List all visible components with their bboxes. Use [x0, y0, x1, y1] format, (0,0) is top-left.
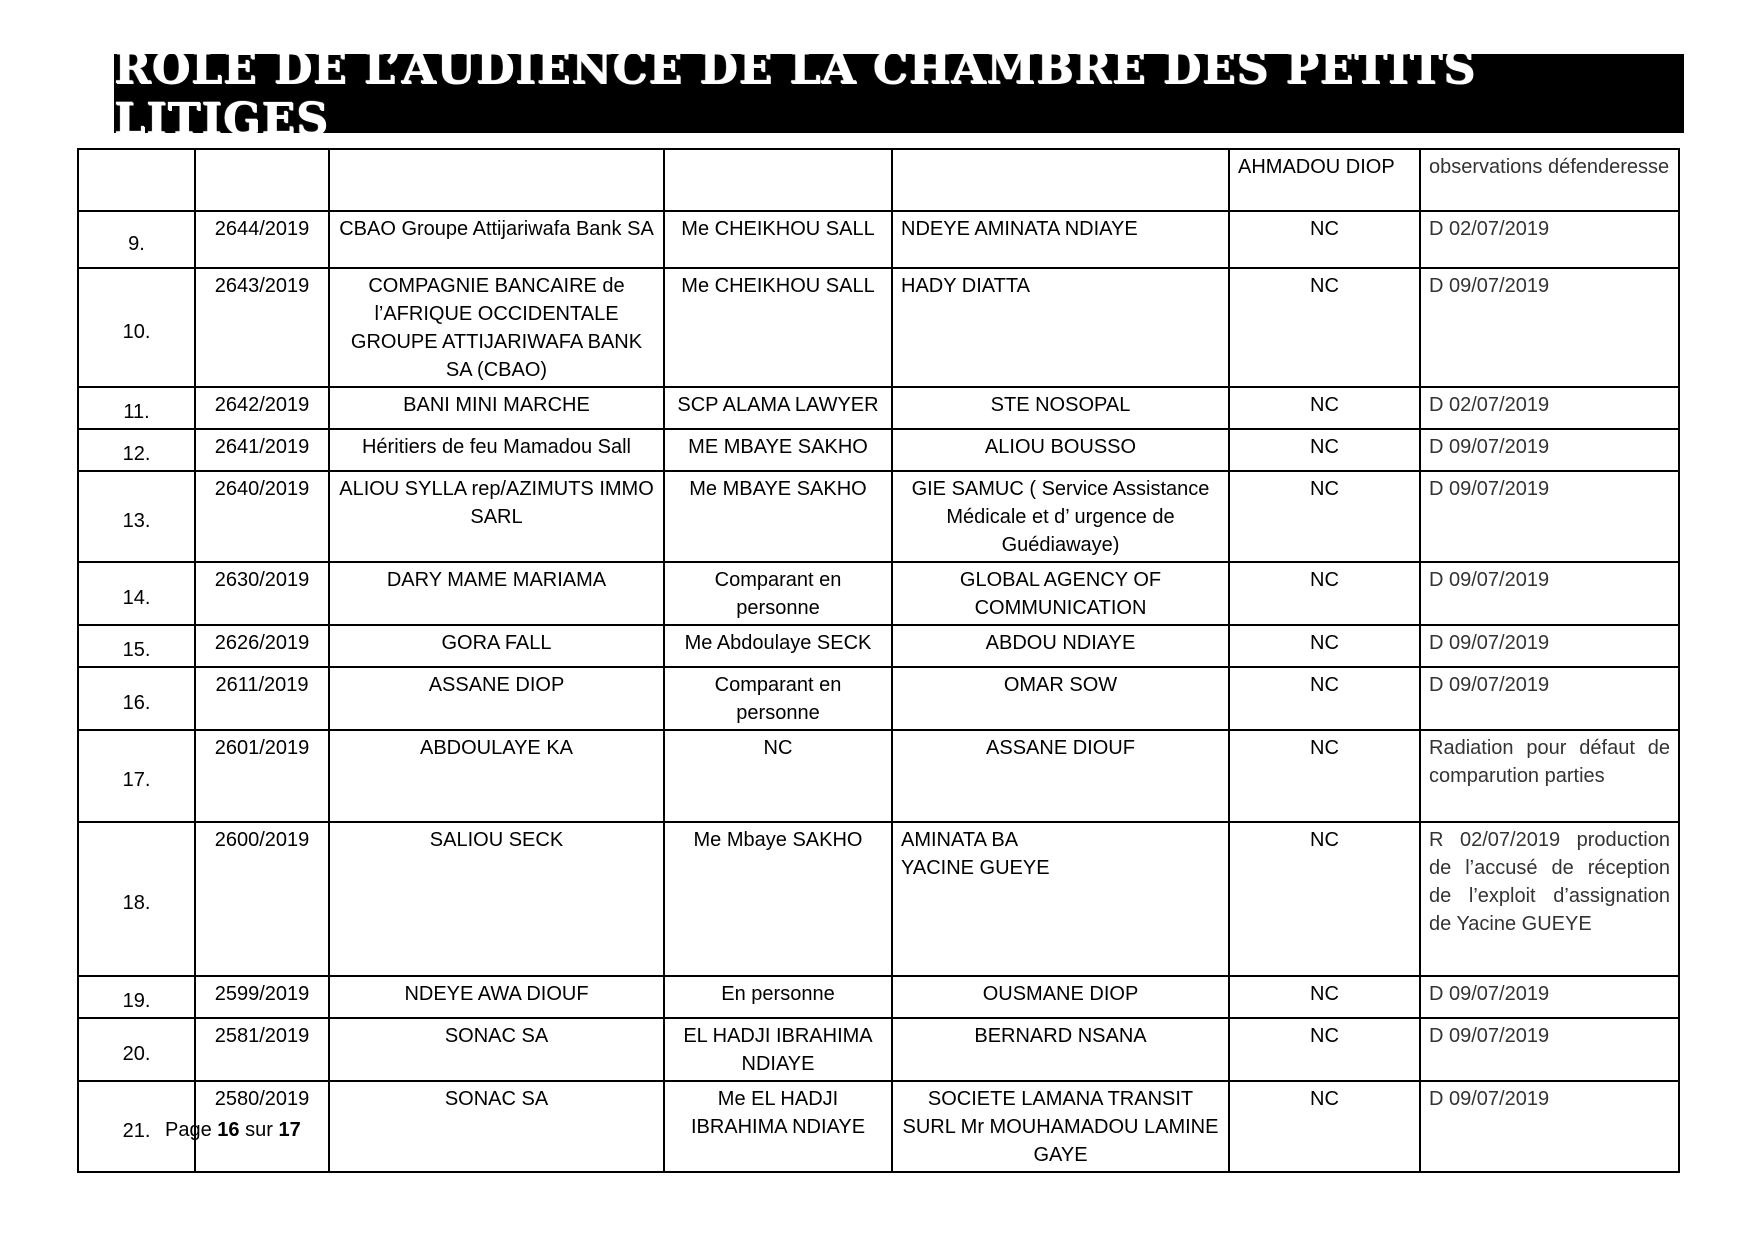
cell-plaintiff-counsel: Me CHEIKHOU SALL: [664, 268, 892, 387]
cell-ref: 2640/2019: [195, 471, 329, 562]
cell-plaintiff: ASSANE DIOP: [329, 667, 664, 730]
cell-decision: D 02/07/2019: [1420, 211, 1679, 268]
cell-plaintiff-counsel: Comparant en personne: [664, 562, 892, 625]
cell-defendant: [892, 149, 1229, 211]
footer-page-label: Page: [165, 1119, 212, 1141]
table-row: [78, 667, 1679, 730]
cell-plaintiff: DARY MAME MARIAMA: [329, 562, 664, 625]
cell-defendant-counsel: NC: [1229, 471, 1420, 562]
hearing-roll-table: [77, 148, 1680, 1173]
table-row: [78, 1081, 1679, 1172]
cell-defendant: BERNARD NSANA: [892, 1018, 1229, 1081]
cell-plaintiff-counsel: Comparant en personne: [664, 667, 892, 730]
cell-num: 10.: [78, 268, 195, 387]
cell-decision: Radiation pour défaut de comparution parties: [1420, 730, 1679, 822]
cell-decision: D 02/07/2019: [1420, 387, 1679, 429]
cell-num: 18.: [78, 822, 195, 976]
cell-defendant-counsel: NC: [1229, 625, 1420, 667]
cell-defendant-counsel: NC: [1229, 1018, 1420, 1081]
cell-defendant: GLOBAL AGENCY OF COMMUNICATION: [892, 562, 1229, 625]
cell-plaintiff-counsel: NC: [664, 730, 892, 822]
cell-defendant-counsel: NC: [1229, 822, 1420, 976]
cell-defendant-counsel: NC: [1229, 976, 1420, 1018]
cell-plaintiff-counsel: En personne: [664, 976, 892, 1018]
table-row: [78, 268, 1679, 387]
cell-plaintiff: BANI MINI MARCHE: [329, 387, 664, 429]
cell-num: 11.: [78, 387, 195, 429]
table-row: [78, 562, 1679, 625]
cell-defendant-counsel: AHMADOU DIOP: [1229, 149, 1420, 211]
cell-ref: 2643/2019: [195, 268, 329, 387]
cell-num: 12.: [78, 429, 195, 471]
cell-decision: D 09/07/2019: [1420, 471, 1679, 562]
cell-defendant: OMAR SOW: [892, 667, 1229, 730]
cell-decision: D 09/07/2019: [1420, 1081, 1679, 1172]
cell-decision: D 09/07/2019: [1420, 429, 1679, 471]
footer-of-label: sur: [245, 1119, 273, 1141]
table-row-continued: [78, 149, 1679, 211]
table-row: [78, 730, 1679, 822]
cell-defendant: ALIOU BOUSSO: [892, 429, 1229, 471]
cell-ref: 2626/2019: [195, 625, 329, 667]
footer-page-total: 17: [278, 1119, 301, 1141]
cell-ref: 2580/2019: [195, 1081, 329, 1172]
cell-defendant: ASSANE DIOUF: [892, 730, 1229, 822]
cell-ref: 2642/2019: [195, 387, 329, 429]
table-row: [78, 387, 1679, 429]
cell-decision: D 09/07/2019: [1420, 625, 1679, 667]
cell-num: 16.: [78, 667, 195, 730]
cell-decision: D 09/07/2019: [1420, 268, 1679, 387]
cell-defendant-counsel: NC: [1229, 730, 1420, 822]
cell-plaintiff-counsel: Me EL HADJI IBRAHIMA NDIAYE: [664, 1081, 892, 1172]
cell-plaintiff: ALIOU SYLLA rep/AZIMUTS IMMO SARL: [329, 471, 664, 562]
cell-plaintiff-counsel: Me MBAYE SAKHO: [664, 471, 892, 562]
table-row: [78, 211, 1679, 268]
cell-ref: 2581/2019: [195, 1018, 329, 1081]
cell-num: [78, 149, 195, 211]
table-row: [78, 471, 1679, 562]
cell-defendant-counsel: NC: [1229, 1081, 1420, 1172]
cell-ref: [195, 149, 329, 211]
cell-num: 13.: [78, 471, 195, 562]
cell-num: 19.: [78, 976, 195, 1018]
cell-plaintiff: GORA FALL: [329, 625, 664, 667]
cell-defendant-counsel: NC: [1229, 562, 1420, 625]
cell-decision: R 02/07/2019 production de l’accusé de réception de l’exploit d’assignation de Yacine GUEYE: [1420, 822, 1679, 976]
cell-defendant-counsel: NC: [1229, 387, 1420, 429]
cell-plaintiff-counsel: SCP ALAMA LAWYER: [664, 387, 892, 429]
cell-plaintiff-counsel: ME MBAYE SAKHO: [664, 429, 892, 471]
cell-num: 21.: [78, 1081, 195, 1172]
table-row: [78, 822, 1679, 976]
cell-ref: 2601/2019: [195, 730, 329, 822]
cell-defendant-counsel: NC: [1229, 429, 1420, 471]
cell-defendant: [892, 822, 1229, 976]
defendant-line: AMINATA BA: [901, 829, 1019, 851]
cell-plaintiff: SONAC SA: [329, 1018, 664, 1081]
cell-plaintiff-counsel: Me Mbaye SAKHO: [664, 822, 892, 976]
cell-defendant: ABDOU NDIAYE: [892, 625, 1229, 667]
cell-decision: D 09/07/2019: [1420, 976, 1679, 1018]
page-footer: [165, 1119, 301, 1142]
cell-num: 20.: [78, 1018, 195, 1081]
cell-defendant-counsel: NC: [1229, 268, 1420, 387]
table-row: [78, 976, 1679, 1018]
cell-plaintiff: ABDOULAYE KA: [329, 730, 664, 822]
cell-num: 14.: [78, 562, 195, 625]
cell-defendant: SOCIETE LAMANA TRANSIT SURL Mr MOUHAMADOU LAMINE GAYE: [892, 1081, 1229, 1172]
cell-ref: 2599/2019: [195, 976, 329, 1018]
cell-plaintiff: SONAC SA: [329, 1081, 664, 1172]
cell-defendant: STE NOSOPAL: [892, 387, 1229, 429]
cell-plaintiff-counsel: [664, 149, 892, 211]
cell-defendant: NDEYE AMINATA NDIAYE: [892, 211, 1229, 268]
cell-defendant: HADY DIATTA: [892, 268, 1229, 387]
cell-plaintiff: Héritiers de feu Mamadou Sall: [329, 429, 664, 471]
cell-plaintiff: [329, 149, 664, 211]
cell-num: 9.: [78, 211, 195, 268]
table-row: [78, 625, 1679, 667]
cell-plaintiff: SALIOU SECK: [329, 822, 664, 976]
cell-decision: observations défenderesse: [1420, 149, 1679, 211]
cell-ref: 2644/2019: [195, 211, 329, 268]
cell-plaintiff-counsel: Me Abdoulaye SECK: [664, 625, 892, 667]
cell-ref: 2600/2019: [195, 822, 329, 976]
cell-plaintiff: CBAO Groupe Attijariwafa Bank SA: [329, 211, 664, 268]
cell-plaintiff: COMPAGNIE BANCAIRE de l’AFRIQUE OCCIDENTALE GROUPE ATTIJARIWAFA BANK SA (CBAO): [329, 268, 664, 387]
table-row: [78, 429, 1679, 471]
cell-decision: D 09/07/2019: [1420, 667, 1679, 730]
cell-ref: 2611/2019: [195, 667, 329, 730]
cell-num: 15.: [78, 625, 195, 667]
footer-page-number: 16: [217, 1119, 240, 1141]
cell-defendant: OUSMANE DIOP: [892, 976, 1229, 1018]
cell-plaintiff-counsel: EL HADJI IBRAHIMA NDIAYE: [664, 1018, 892, 1081]
defendant-line: YACINE GUEYE: [901, 857, 1050, 879]
cell-plaintiff: NDEYE AWA DIOUF: [329, 976, 664, 1018]
title-banner: [114, 42, 1684, 145]
cell-ref: 2630/2019: [195, 562, 329, 625]
cell-defendant-counsel: NC: [1229, 667, 1420, 730]
cell-ref: 2641/2019: [195, 429, 329, 471]
cell-num: 17.: [78, 730, 195, 822]
cell-decision: D 09/07/2019: [1420, 1018, 1679, 1081]
cell-decision: D 09/07/2019: [1420, 562, 1679, 625]
page-title: RÔLE DE L’AUDIENCE DE LA CHAMBRE DES PETITS LITIGES: [114, 42, 1476, 145]
cell-defendant-counsel: NC: [1229, 211, 1420, 268]
table-row: [78, 1018, 1679, 1081]
cell-plaintiff-counsel: Me CHEIKHOU SALL: [664, 211, 892, 268]
cell-defendant: GIE SAMUC ( Service Assistance Médicale et d’ urgence de Guédiawaye): [892, 471, 1229, 562]
